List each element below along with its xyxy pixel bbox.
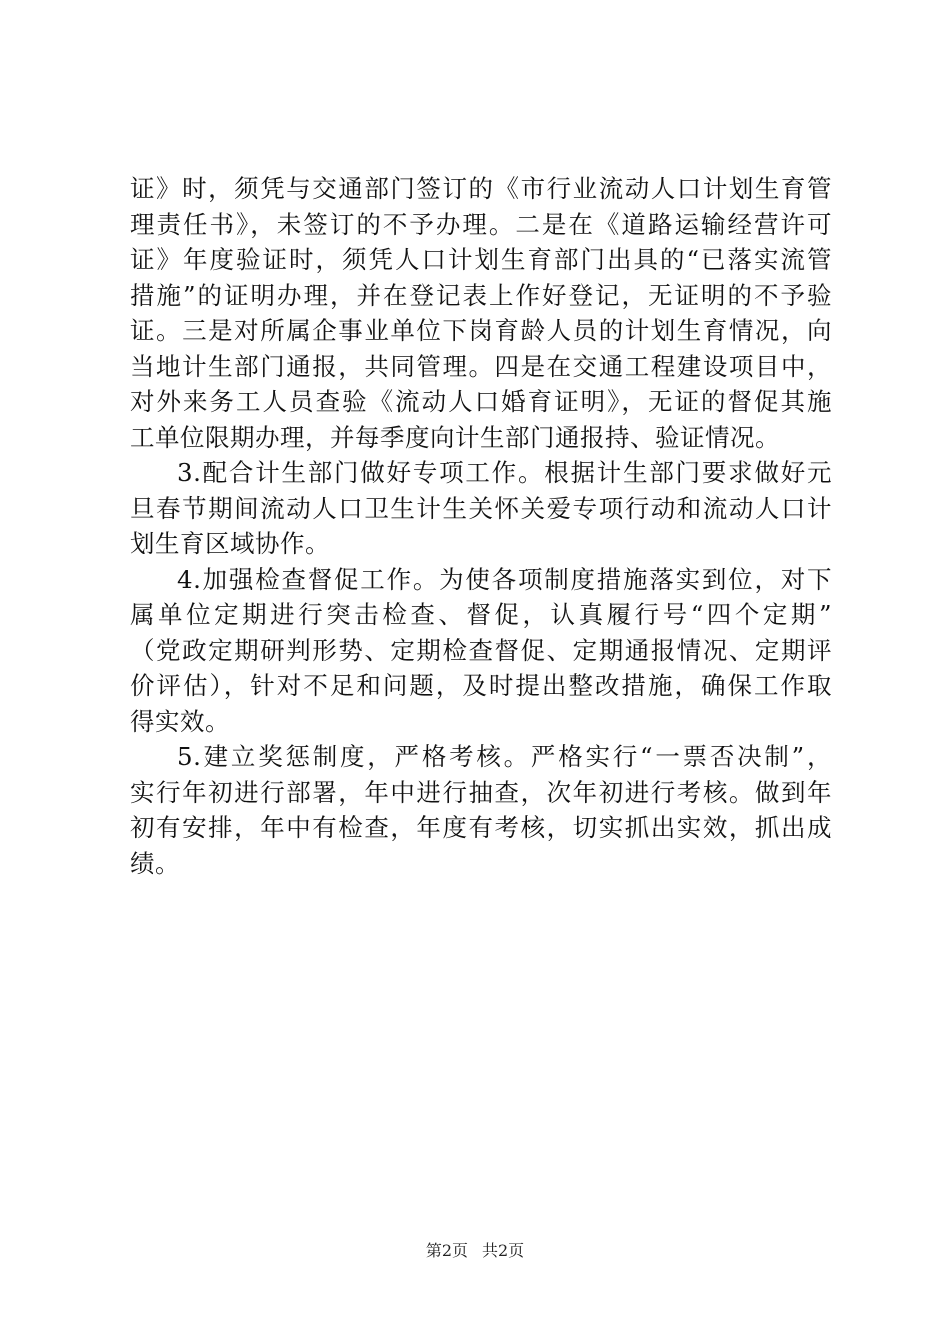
page-footer (0, 1240, 950, 1262)
paragraph-5-first-line: 5.建立奖惩制度，严格考核。严格实行“一票否决制”， (177, 742, 832, 771)
text-line: 工单位限期办理，并每季度向计生部门通报持、验证情况。 (130, 422, 780, 452)
document-body (130, 171, 832, 881)
text-line: 理责任书》，未签订的不予办理。二是在《道路运输经营许可 (130, 209, 832, 239)
text-line: 证》年度验证时，须凭人口计划生育部门出具的“已落实流管 (130, 245, 832, 274)
text-line: 实行年初进行部署，年中进行抽查，次年初进行考核。做到年 (130, 777, 832, 807)
text-line: 旦春节期间流动人口卫生计生关怀关爱专项行动和流动人口计 (130, 493, 832, 523)
text-line: 初有安排，年中有检查，年度有考核，切实抓出实效，抓出成 (130, 813, 832, 842)
text-line: 得实效。 (130, 706, 230, 736)
paragraph-4-first-line: 4.加强检查督促工作。为使各项制度措施落实到位，对下 (177, 564, 832, 594)
text-line: 当地计生部门通报，共同管理。四是在交通工程建设项目中， (130, 351, 832, 381)
text-line: （党政定期研判形势、定期检查督促、定期通报情况、定期评 (130, 635, 832, 665)
text-line: 措施”的证明办理，并在登记表上作好登记，无证明的不予验 (130, 280, 832, 310)
text-line: 划生育区域协作。 (130, 529, 330, 558)
text-line: 绩。 (130, 848, 180, 878)
page-number-current: 第2页 (425, 1241, 468, 1260)
page-number-total: 共2页 (482, 1241, 525, 1260)
text-line: 属单位定期进行突击检查、督促，认真履行号“四个定期” (130, 600, 832, 629)
text-line: 证。三是对所属企事业单位下岗育龄人员的计划生育情况，向 (130, 316, 832, 345)
text-line: 价评估），针对不足和问题，及时提出整改措施，确保工作取 (130, 671, 832, 700)
paragraph-3-first-line: 3.配合计生部门做好专项工作。根据计生部门要求做好元 (177, 458, 832, 487)
text-line: 对外来务工人员查验《流动人口婚育证明》，无证的督促其施 (130, 387, 832, 416)
text-line: 证》时，须凭与交通部门签订的《市行业流动人口计划生育管 (130, 174, 832, 203)
